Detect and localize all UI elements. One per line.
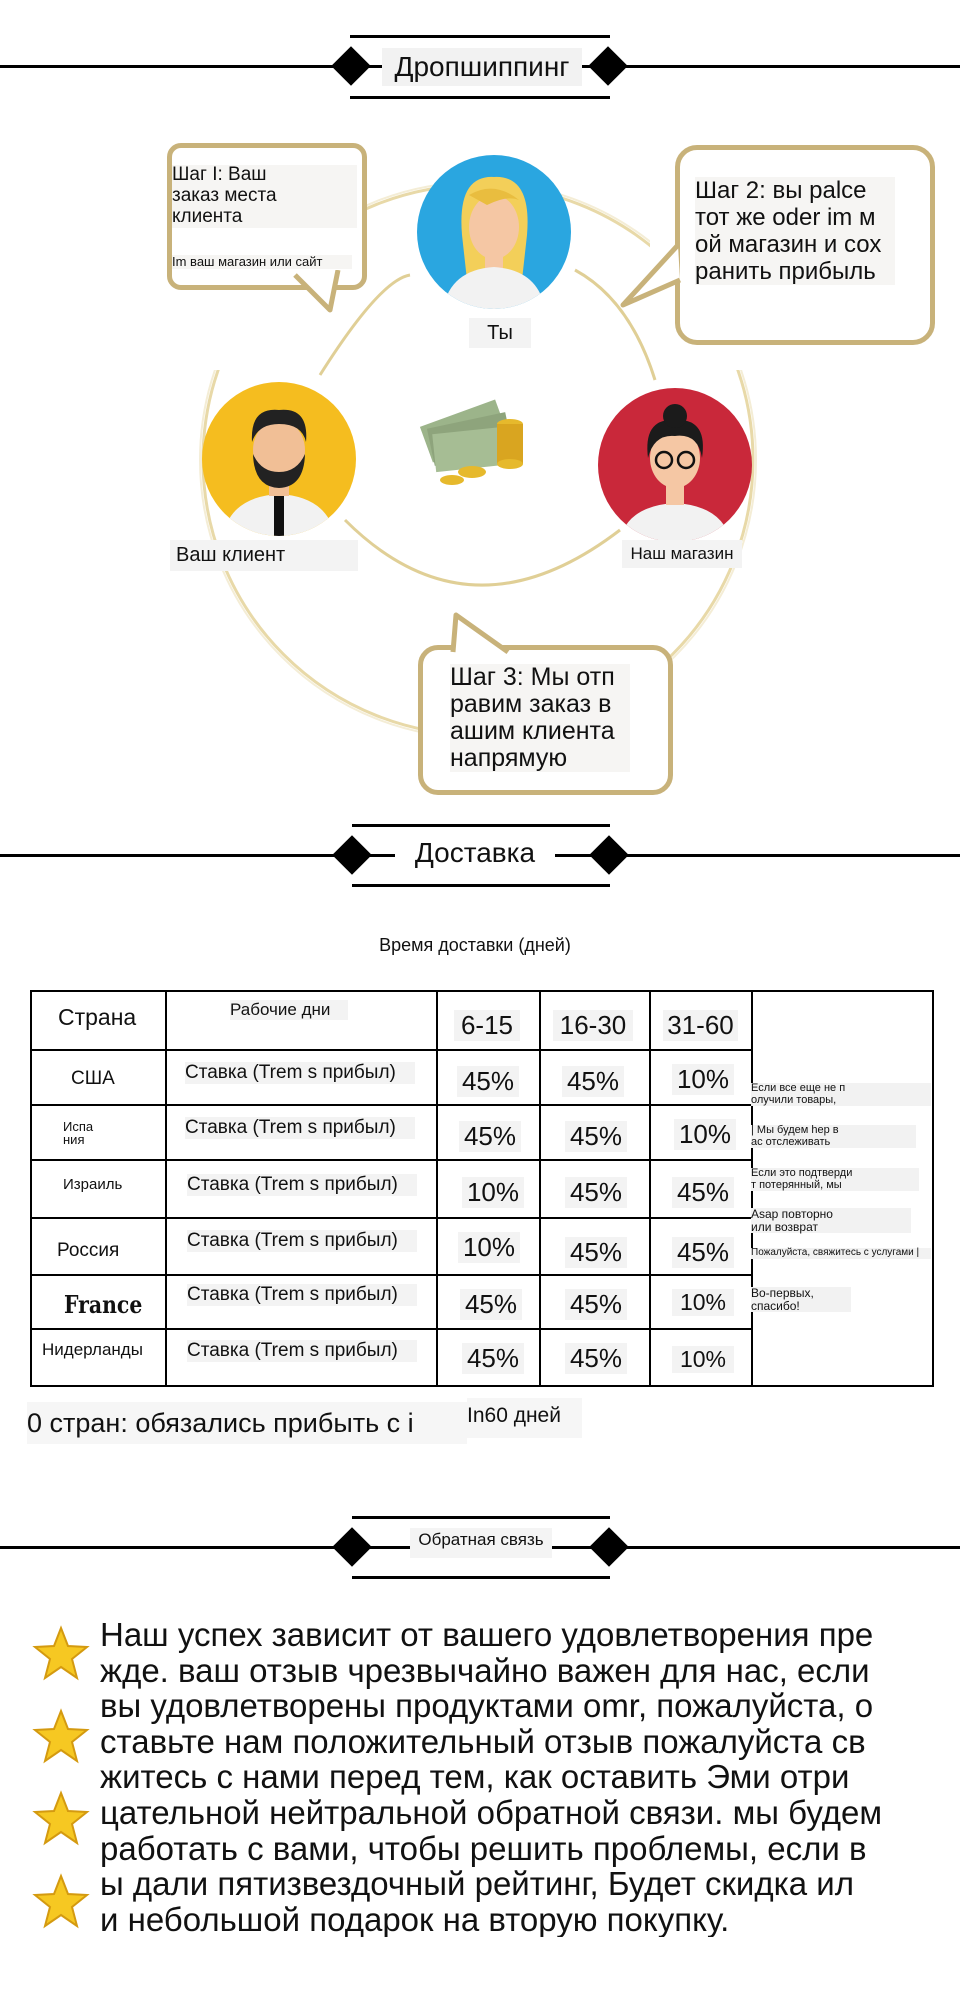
delivery-note: | Мы будем hep в ас отслеживать	[751, 1125, 916, 1148]
avatar-client	[202, 382, 356, 536]
table-border	[30, 990, 32, 1387]
delivery-note: Asap повторно или возврат	[751, 1208, 911, 1233]
table-border	[30, 1217, 753, 1219]
delivery-note: Если это подтверди т потерянный, мы	[751, 1168, 919, 1191]
table-border	[30, 1049, 753, 1051]
step2-text: Шаг 2: вы palce тот же oder im м ой магазин и сох ранить прибыль	[695, 177, 895, 285]
store-label: Наш магазин	[622, 540, 742, 568]
step1-subtitle: Im ваш магазин или сайт	[172, 255, 352, 269]
feedback-paragraph	[100, 1617, 945, 1937]
table-border	[539, 990, 541, 1387]
feedback-line: работать с вами, чтобы решить проблемы, если в	[100, 1829, 867, 1867]
diamond-left-icon	[331, 46, 371, 86]
header-bottom-bar	[350, 96, 610, 99]
diamond-right-icon	[588, 46, 628, 86]
header-bottom-bar	[352, 1576, 610, 1579]
diamond-right-icon	[589, 1527, 629, 1567]
section-title-delivery: Доставка	[395, 835, 555, 871]
rate-cell: Ставка (Trem s прибыл)	[185, 1062, 415, 1084]
star-icon	[32, 1625, 90, 1683]
delivery-table-title: Время доставки (дней)	[379, 935, 571, 955]
value-cell: 45%	[459, 1121, 521, 1152]
feedback-line: житесь с нами перед тем, как оставить Эми отри	[100, 1758, 850, 1796]
diamond-left-icon	[332, 835, 372, 875]
table-border	[932, 990, 934, 1387]
rate-cell: Ставка (Trem s прибыл)	[187, 1230, 417, 1252]
col-header-range: 6-15	[454, 1010, 520, 1041]
delivery-note: Во-первых, спасибо!	[751, 1287, 851, 1312]
woman-glasses-icon	[598, 388, 752, 542]
feedback-line: и небольшой подарок на вторую покупку.	[100, 1900, 730, 1938]
col-header-workdays: Рабочие дни	[230, 1000, 348, 1020]
rate-cell: Ставка (Trem s прибыл)	[187, 1340, 417, 1362]
delivery-footer-text: 0 стран: обязались прибыть с i	[27, 1402, 467, 1444]
value-cell: 45%	[672, 1177, 734, 1208]
value-cell: 45%	[565, 1177, 627, 1208]
value-cell: 10%	[672, 1064, 734, 1095]
table-border	[30, 1159, 753, 1161]
feedback-line: жде. ваш отзыв чрезвычайно важен для нас, если	[100, 1651, 870, 1689]
rate-cell: Ставка (Trem s прибыл)	[187, 1174, 417, 1196]
country-cell: France	[64, 1290, 143, 1319]
diamond-right-icon	[589, 835, 629, 875]
value-cell: 45%	[672, 1237, 734, 1268]
table-border	[436, 990, 438, 1387]
delivery-note: Если все еще не п олучили товары,	[751, 1083, 931, 1106]
diamond-left-icon	[332, 1527, 372, 1567]
section-title-feedback: Обратная связь	[410, 1528, 552, 1558]
table-border	[30, 1104, 753, 1106]
delivery-footer-days: In60 дней	[467, 1398, 582, 1438]
value-cell: 45%	[565, 1343, 627, 1374]
header-bottom-bar	[352, 884, 610, 887]
star-icon	[32, 1708, 90, 1766]
country-cell: Израиль	[63, 1176, 123, 1193]
country-cell: Нидерланды	[42, 1340, 143, 1359]
step1-title: Шаг I: Ваш заказ места клиента	[172, 165, 357, 228]
value-cell: 45%	[460, 1289, 522, 1320]
delivery-note: Пожалуйста, свяжитесь с услугами |	[751, 1248, 931, 1259]
star-icon	[32, 1873, 90, 1931]
man-beard-icon	[202, 382, 356, 536]
value-cell: 45%	[565, 1289, 627, 1320]
value-cell: 45%	[457, 1066, 519, 1097]
client-label: Ваш клиент	[170, 540, 358, 571]
country-cell: США	[71, 1068, 115, 1089]
value-cell: 10%	[458, 1232, 520, 1263]
table-border	[165, 990, 167, 1387]
feedback-line: вы удовлетворены продуктами omr, пожалуйста, о	[100, 1687, 874, 1725]
value-cell: 45%	[462, 1343, 524, 1374]
step3-text: Шаг 3: Мы отп равим заказ в ашим клиента напрямую	[450, 664, 630, 772]
header-top-bar	[350, 35, 610, 38]
value-cell: 10%	[672, 1289, 734, 1316]
step2-bubble-tail	[618, 240, 688, 310]
rate-cell: Ставка (Trem s прибыл)	[185, 1117, 415, 1139]
col-header-range: 16-30	[553, 1010, 633, 1041]
step1-bubble-tail	[290, 270, 350, 320]
table-border	[30, 1274, 753, 1276]
table-border	[30, 1328, 753, 1330]
col-header-country: Страна	[58, 1004, 137, 1030]
step3-bubble-tail	[448, 612, 528, 657]
country-cell: Россия	[57, 1240, 120, 1261]
header-top-bar	[352, 824, 610, 827]
section-title-dropshipping: Дропшиппинг	[382, 48, 582, 86]
money-icon	[412, 372, 542, 492]
value-cell: 45%	[562, 1066, 624, 1097]
woman-blonde-icon	[417, 155, 571, 309]
feedback-line: Наш успех зависит от вашего удовлетворения пре	[100, 1617, 874, 1653]
you-label: Ты	[469, 318, 531, 348]
avatar-you	[417, 155, 571, 309]
header-top-bar	[352, 1516, 610, 1519]
avatar-store	[598, 388, 752, 542]
star-icon	[32, 1790, 90, 1848]
value-cell: 10%	[672, 1346, 734, 1373]
arc-bottom	[345, 520, 620, 585]
value-cell: 45%	[565, 1121, 627, 1152]
feedback-line: ы дали пятизвездочный рейтинг, Будет скидка ил	[100, 1865, 854, 1903]
country-cell: Испа ния	[63, 1119, 94, 1147]
value-cell: 10%	[462, 1177, 524, 1208]
col-header-range: 31-60	[663, 1010, 738, 1041]
value-cell: 45%	[565, 1237, 627, 1268]
table-border	[649, 990, 651, 1387]
feedback-line: ставьте нам положительный отзыв пожалуйста св	[100, 1722, 866, 1760]
rate-cell: Ставка (Trem s прибыл)	[187, 1284, 417, 1306]
feedback-line: цательной нейтральной обратной связи. мы будем	[100, 1793, 883, 1831]
value-cell: 10%	[674, 1119, 736, 1150]
